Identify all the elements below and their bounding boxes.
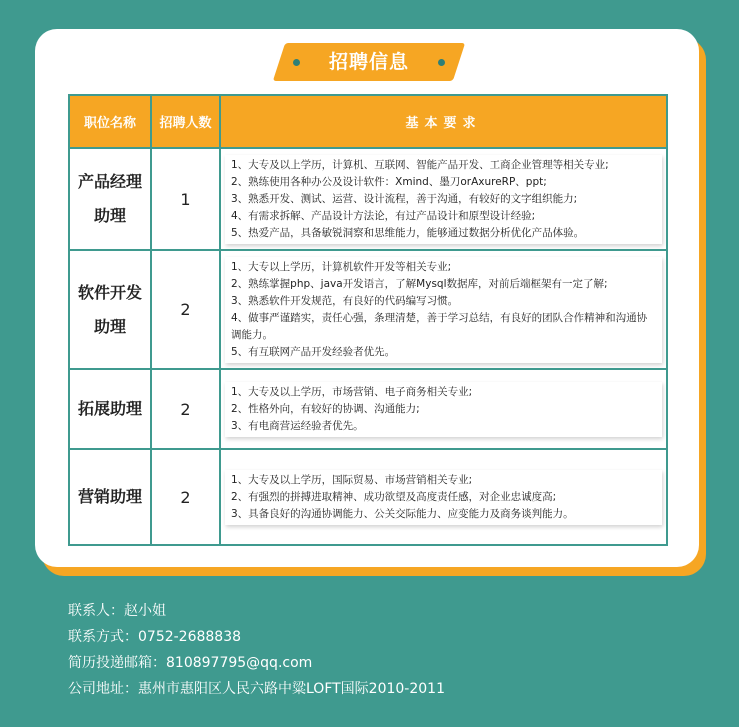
headcount: 2 — [151, 369, 220, 449]
requirement-item: 3、熟悉软件开发规范，有良好的代码编写习惯。 — [231, 294, 459, 307]
requirements-cell — [220, 369, 667, 449]
requirement-item: 3、熟悉开发、测试、运营、设计流程，善于沟通，有较好的文字组织能力; — [231, 192, 578, 205]
contact-person: 联系人：赵小姐 — [68, 603, 166, 619]
table-row — [69, 449, 667, 545]
requirements-cell — [220, 250, 667, 369]
requirement-item: 4、有需求拆解、产品设计方法论，有过产品设计和原型设计经验; — [231, 209, 536, 222]
title-banner — [279, 43, 459, 81]
position-name — [69, 250, 151, 369]
requirement-item: 3、有电商营运经验者优先。 — [231, 419, 364, 432]
position-name-line1: 营销助理 — [77, 487, 142, 506]
requirement-item: 5、热爱产品，具备敏锐洞察和思维能力，能够通过数据分析优化产品体验。 — [231, 226, 585, 239]
headcount: 1 — [151, 148, 220, 250]
table-row — [69, 250, 667, 369]
headcount: 2 — [151, 449, 220, 545]
position-name-line1: 拓展助理 — [77, 399, 142, 418]
position-name — [69, 449, 151, 545]
contact-email: 简历投递邮箱：810897795@qq.com — [68, 655, 313, 671]
header-position: 职位名称 — [69, 95, 151, 148]
requirements-cell — [220, 148, 667, 250]
requirements-list — [225, 470, 662, 525]
header-requirements: 基本要求 — [220, 95, 667, 148]
position-name — [69, 369, 151, 449]
requirement-item: 3、具备良好的沟通协调能力、公关交际能力、应变能力及商务谈判能力。 — [231, 507, 574, 520]
header-count: 招聘人数 — [151, 95, 220, 148]
requirement-item: 2、有强烈的拼搏进取精神、成功欲望及高度责任感，对企业忠诚度高; — [231, 490, 557, 503]
table-header-row — [69, 95, 667, 148]
requirement-item: 1、大专及以上学历，国际贸易、市场营销相关专业; — [231, 473, 473, 486]
requirement-item: 5、有互联网产品开发经验者优先。 — [231, 345, 396, 358]
table-row — [69, 148, 667, 250]
position-name-line1: 软件开发 — [77, 282, 142, 302]
requirement-item: 4、做事严谨踏实，责任心强，条理清楚，善于学习总结，有良好的团队合作精神和沟通协调能力。 — [231, 311, 648, 341]
contact-address: 公司地址：惠州市惠阳区人民六路中粱LOFT国际2010-2011 — [68, 681, 445, 697]
requirements-list — [225, 257, 662, 363]
requirement-item: 2、熟练使用各种办公及设计软件：Xmind、墨刀orAxureRP、ppt; — [231, 175, 547, 188]
requirements-cell — [220, 449, 667, 545]
table-row — [69, 369, 667, 449]
page-title: 招聘信息 — [328, 51, 409, 73]
requirement-item: 2、熟练掌握php、java开发语言，了解Mysql数据库，对前后端框架有一定了解; — [231, 277, 608, 290]
position-name-line2: 助理 — [93, 316, 126, 336]
requirement-item: 1、大专及以上学历，计算机、互联网、智能产品开发、工商企业管理等相关专业; — [231, 158, 609, 171]
contact-phone: 联系方式：0752-2688838 — [68, 629, 242, 645]
requirements-list — [225, 155, 662, 244]
requirement-item: 2、性格外向，有较好的协调、沟通能力; — [231, 402, 420, 415]
position-name — [69, 148, 151, 250]
headcount: 2 — [151, 250, 220, 369]
requirements-list — [225, 382, 662, 437]
recruitment-table — [68, 94, 668, 546]
position-name-line1: 产品经理 — [77, 172, 142, 191]
position-name-line2: 助理 — [93, 206, 126, 225]
requirement-item: 1、大专以上学历，计算机软件开发等相关专业; — [231, 260, 452, 273]
requirement-item: 1、大专及以上学历，市场营销、电子商务相关专业; — [231, 385, 473, 398]
contact-info — [68, 598, 445, 702]
